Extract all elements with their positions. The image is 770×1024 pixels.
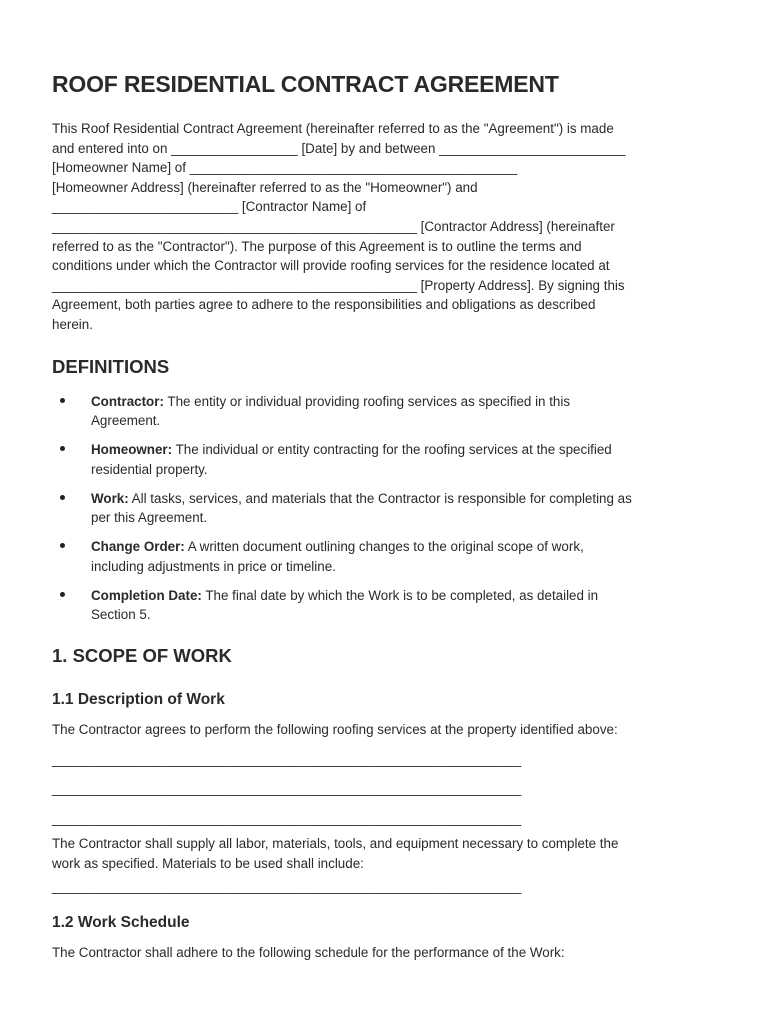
supply-line: The Contractor shall supply all labor, materials, tools, and equipment necessary to complete the bbox=[52, 836, 619, 852]
bullet-icon bbox=[60, 398, 65, 403]
document-title: ROOF RESIDENTIAL CONTRACT AGREEMENT bbox=[52, 71, 559, 97]
intro-line: referred to as the "Contractor"). The purpose of this Agreement is to outline the terms and bbox=[52, 238, 582, 254]
intro-line: This Roof Residential Contract Agreement (hereinafter referred to as the "Agreement") is made bbox=[52, 121, 614, 136]
definition-text: All tasks, services, and materials that the Contractor is responsible for completing as bbox=[128, 490, 632, 506]
definition-text: A written document outlining changes to the original scope of work, bbox=[184, 539, 584, 555]
bullet-icon bbox=[60, 495, 65, 500]
intro-line: conditions under which the Contractor will provide roofing services for the residence located at bbox=[52, 258, 610, 274]
bullet-icon bbox=[60, 446, 65, 451]
bullet-icon bbox=[60, 592, 65, 597]
intro-line: and entered into on _________________ [Date] by and between _________________________ bbox=[52, 140, 626, 156]
definition-text: residential property. bbox=[91, 461, 208, 477]
intro-line: _________________________ [Contractor Name] of bbox=[52, 199, 367, 215]
materials-blank-line: _______________________________________________________________ bbox=[52, 878, 522, 894]
supply-line: work as specified. Materials to be used shall include: bbox=[52, 856, 364, 871]
bullet-icon bbox=[60, 543, 65, 548]
blank-line: _______________________________________________________________ bbox=[52, 810, 522, 826]
definition-text: The individual or entity contracting for the roofing services at the specified bbox=[172, 442, 612, 458]
definition-item bbox=[52, 537, 722, 576]
description-text: The Contractor agrees to perform the following roofing services at the property identified above: bbox=[52, 722, 618, 738]
definition-term: Work: bbox=[91, 490, 129, 506]
definition-text: Agreement. bbox=[91, 413, 161, 429]
definition-text: Section 5. bbox=[91, 607, 151, 623]
intro-line: herein. bbox=[52, 316, 93, 332]
definition-item bbox=[52, 440, 722, 479]
schedule-text: The Contractor shall adhere to the following schedule for the performance of the Work: bbox=[52, 945, 565, 961]
definition-item bbox=[52, 489, 722, 528]
definition-text: The final date by which the Work is to be completed, as detailed in bbox=[201, 587, 599, 603]
definition-term: Change Order: bbox=[91, 539, 185, 555]
schedule-heading: 1.2 Work Schedule bbox=[52, 914, 190, 932]
scope-heading: 1. SCOPE OF WORK bbox=[52, 645, 232, 667]
intro-line: [Homeowner Address] (hereinafter referred to as the "Homeowner") and bbox=[52, 179, 478, 195]
definition-term: Completion Date: bbox=[91, 587, 202, 603]
intro-line: _________________________________________________ [Property Address]. By signing this bbox=[52, 277, 625, 293]
blank-line: _______________________________________________________________ bbox=[52, 781, 522, 797]
intro-line: Agreement, both parties agree to adhere to the responsibilities and obligations as described bbox=[52, 297, 596, 313]
definition-item bbox=[52, 586, 722, 625]
blank-line: _______________________________________________________________ bbox=[52, 751, 522, 767]
intro-line: _________________________________________________ [Contractor Address] (hereinafter bbox=[52, 218, 615, 234]
definition-text: per this Agreement. bbox=[91, 510, 208, 526]
intro-line: [Homeowner Name] of ____________________________________________ bbox=[52, 160, 518, 176]
definition-text: including adjustments in price or timeline. bbox=[91, 558, 336, 574]
definition-term: Contractor: bbox=[91, 393, 164, 409]
definitions-list bbox=[52, 392, 722, 626]
definition-term: Homeowner: bbox=[91, 442, 173, 458]
intro-paragraph bbox=[52, 119, 722, 335]
definitions-heading: DEFINITIONS bbox=[52, 355, 170, 377]
definition-text: The entity or individual providing roofing services as specified in this bbox=[163, 393, 571, 409]
description-heading: 1.1 Description of Work bbox=[52, 691, 225, 709]
definition-item bbox=[52, 392, 722, 431]
document-page bbox=[52, 68, 722, 963]
